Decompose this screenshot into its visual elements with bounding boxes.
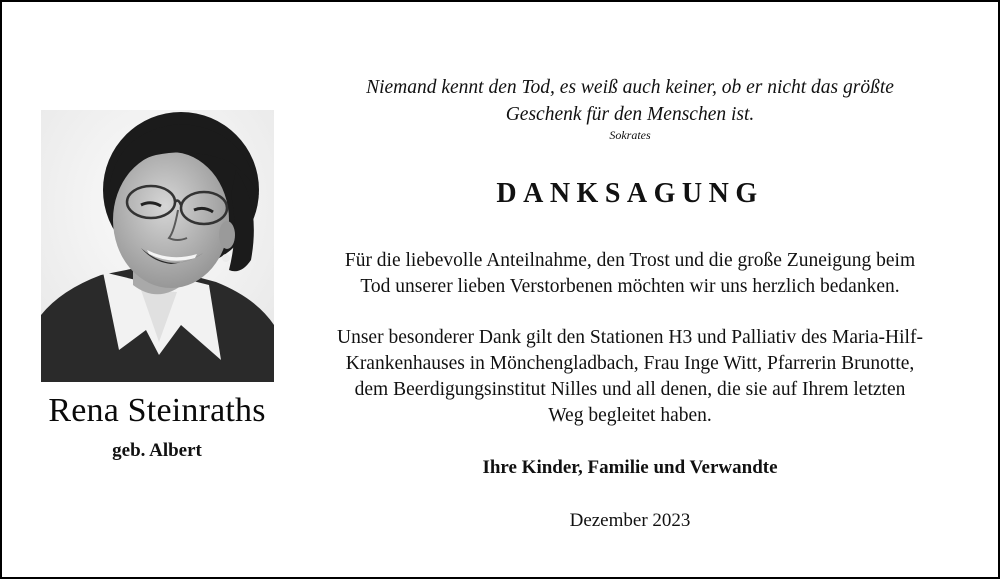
paragraph-line: Tod unserer lieben Verstorbenen möchten wir uns herzlich bedanken. (360, 276, 900, 297)
paragraph-line: Für die liebevolle Anteilnahme, den Trost und die große Zuneigung beim (344, 250, 916, 271)
quote-line: Niemand kennt den Tod, es weiß auch keiner, ob er nicht das größte (366, 77, 894, 98)
deceased-name: Rena Steinraths (48, 392, 266, 429)
quote-line: Geschenk für den Menschen ist. (505, 104, 755, 125)
thanks-paragraph (300, 248, 960, 300)
quote-author: Sokrates (609, 128, 651, 142)
signature: Ihre Kinder, Familie und Verwandte (482, 457, 778, 478)
paragraph-line: Krankenhauses in Mönchengladbach, Frau Inge Witt, Pfarrerin Brunotte, (345, 353, 915, 374)
maiden-name: geb. Albert (112, 440, 202, 461)
portrait-photo (41, 110, 274, 382)
quote (300, 74, 960, 128)
date: Dezember 2023 (569, 510, 691, 531)
paragraph-line: Unser besonderer Dank gilt den Stationen H3 und Palliativ des Maria-Hilf- (337, 327, 923, 348)
page-title: DANKSAGUNG (496, 178, 764, 209)
paragraph-line: dem Beerdigungsinstitut Nilles und all denen, die sie auf Ihrem letzten (354, 379, 906, 400)
special-thanks-paragraph (300, 325, 960, 429)
paragraph-line: Weg begleitet haben. (548, 405, 712, 426)
